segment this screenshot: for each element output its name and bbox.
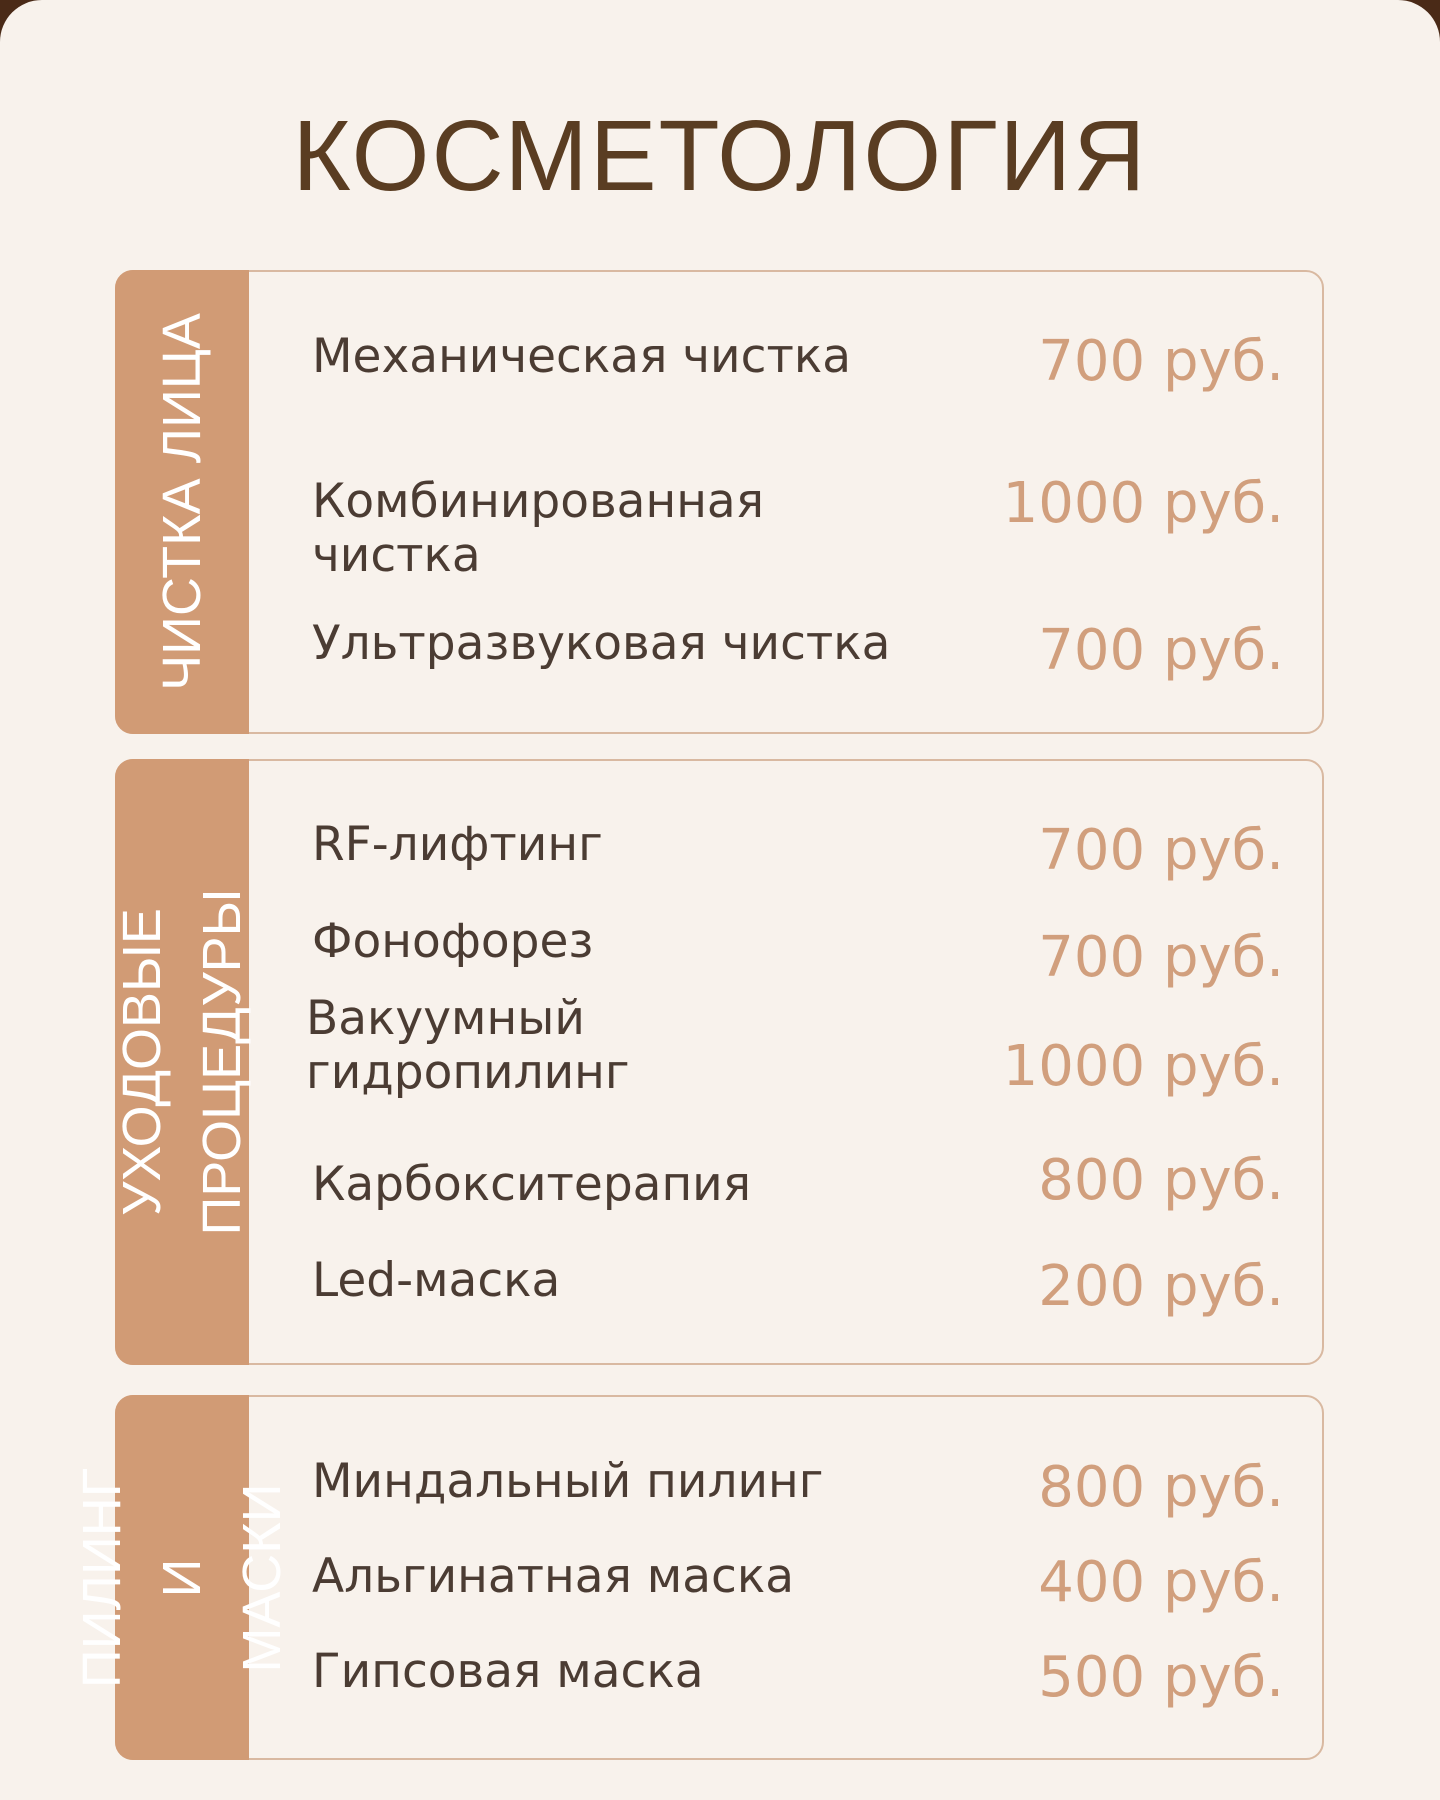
- service-price: 700 руб.: [1038, 818, 1284, 883]
- service-name: RF-лифтинг: [312, 817, 603, 872]
- section-label-text: ПИЛИНГ И МАСКИ: [72, 1467, 292, 1688]
- service-price: 200 руб.: [1038, 1254, 1284, 1319]
- section-label: [62, 1467, 302, 1687]
- list-item: [312, 1254, 1284, 1324]
- service-name: Фонофорез: [312, 914, 594, 969]
- service-price: 700 руб.: [1038, 329, 1284, 394]
- service-price: 1000 руб.: [1002, 1034, 1284, 1099]
- service-price: 500 руб.: [1038, 1645, 1284, 1710]
- section-tab: [115, 270, 249, 734]
- service-name: Led-маска: [312, 1253, 561, 1308]
- service-price: 700 руб.: [1038, 925, 1284, 990]
- service-name: Ультразвуковая чистка: [312, 616, 891, 671]
- section-label: [102, 889, 262, 1236]
- list-item: [312, 617, 1284, 687]
- service-name: Альгинатная маска: [312, 1549, 795, 1604]
- section-tab: [112, 759, 252, 1365]
- list-item: [312, 330, 1284, 400]
- section-peeling-masks: [72, 1395, 1324, 1760]
- service-name: Гипсовая маска: [312, 1644, 704, 1699]
- list-item: [312, 914, 1284, 990]
- service-name-text: Комбинированная чистка: [312, 474, 765, 583]
- service-name: Механическая чистка: [312, 329, 852, 384]
- service-price: 700 руб.: [1038, 618, 1284, 683]
- service-name: Карбокситерапия: [312, 1157, 751, 1212]
- service-name: [306, 992, 630, 1100]
- list-item: [312, 1645, 1284, 1715]
- list-item: [312, 471, 1284, 585]
- service-name-text: Вакуумный гидропилинг: [306, 991, 630, 1100]
- service-price: 400 руб.: [1038, 1550, 1284, 1615]
- list-item: [312, 1148, 1284, 1228]
- service-price: 1000 руб.: [1002, 471, 1284, 536]
- section-face-cleaning: [115, 270, 1324, 734]
- section-care-procedures: [112, 759, 1324, 1365]
- section-label-text: УХОДОВЫЕ ПРОЦЕДУРЫ: [112, 888, 252, 1236]
- list-item: [312, 818, 1284, 888]
- section-label: ЧИСТКА ЛИЦА: [152, 313, 212, 691]
- list-item: [306, 991, 1284, 1102]
- service-price: 800 руб.: [1038, 1455, 1284, 1520]
- service-price: 800 руб.: [1038, 1148, 1284, 1213]
- page-title: КОСМЕТОЛОГИЯ: [292, 100, 1148, 212]
- list-item: [312, 1550, 1284, 1620]
- section-tab: [72, 1395, 292, 1760]
- list-item: [312, 1455, 1284, 1525]
- service-name: [312, 475, 764, 583]
- service-name: Миндальный пилинг: [312, 1454, 824, 1509]
